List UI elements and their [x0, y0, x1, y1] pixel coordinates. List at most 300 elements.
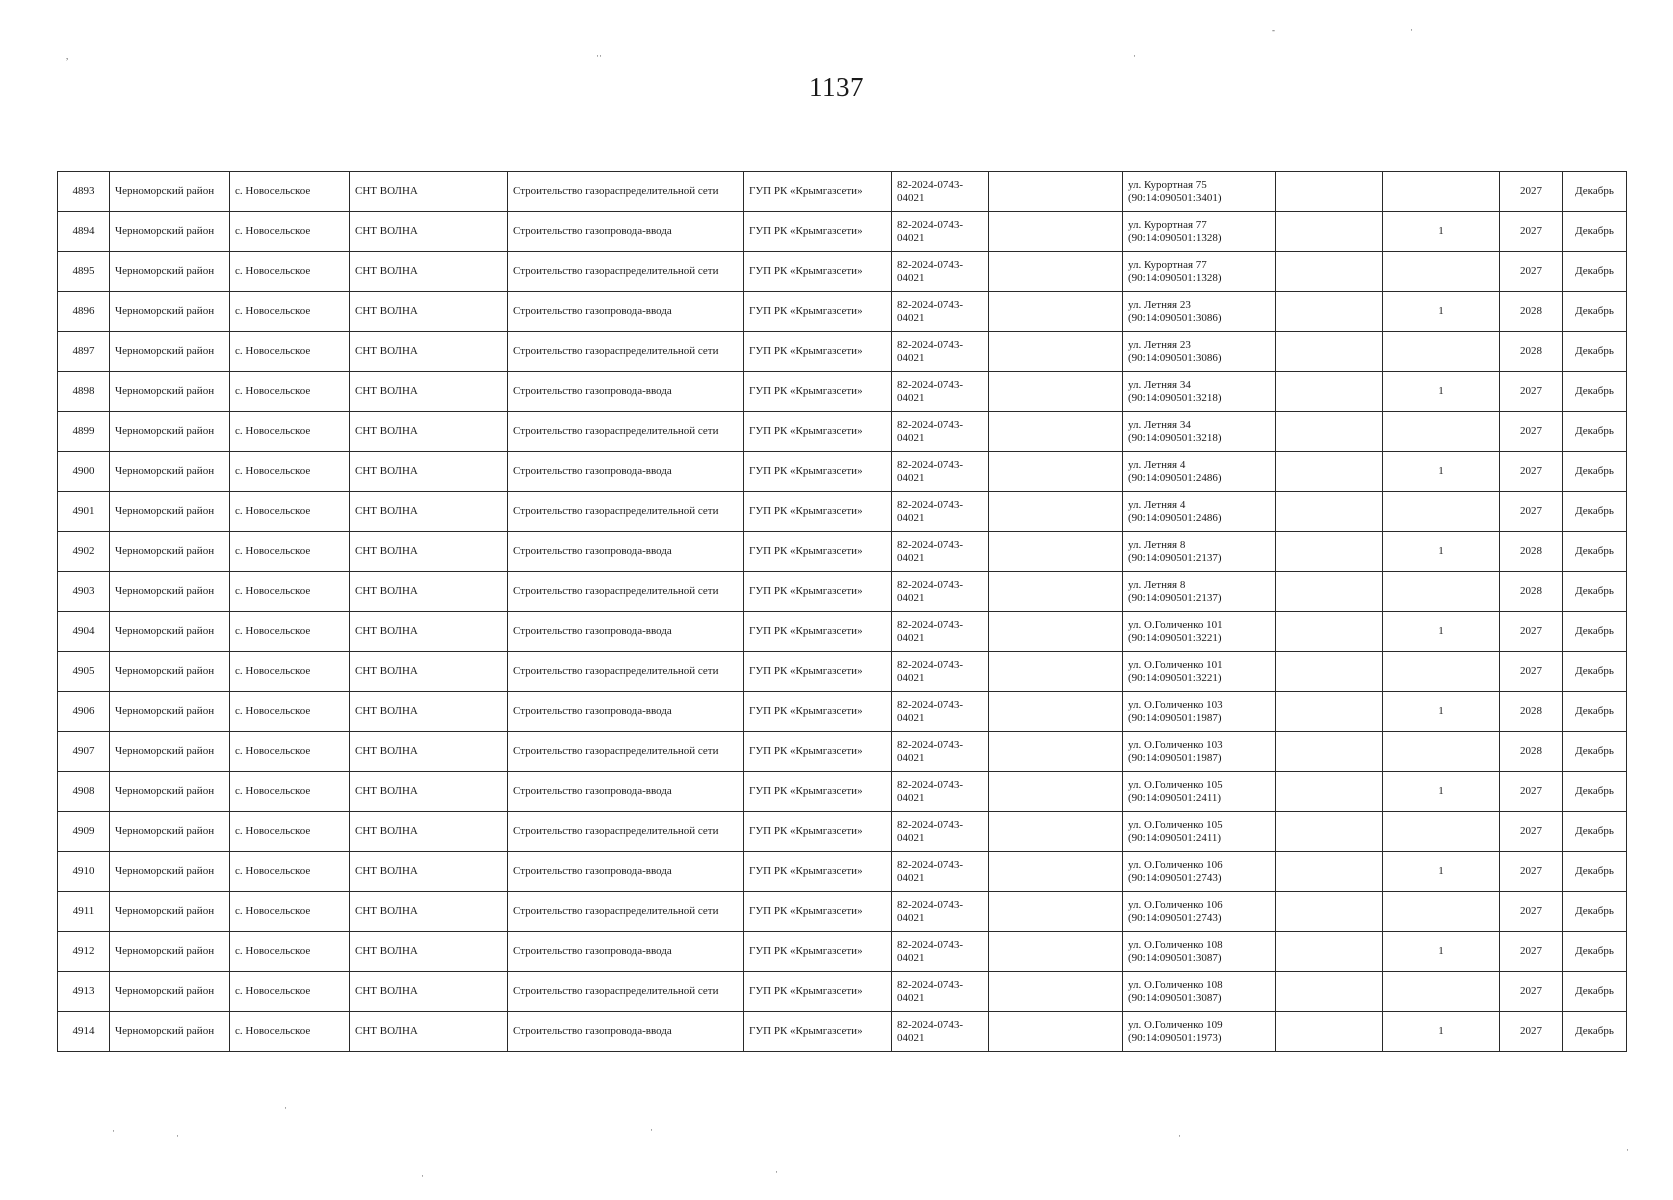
qty-cell: 1	[1383, 292, 1500, 332]
blank2-cell	[1276, 492, 1383, 532]
year-cell: 2027	[1500, 772, 1563, 812]
month-cell: Декабрь	[1563, 772, 1627, 812]
year-cell: 2027	[1500, 412, 1563, 452]
scan-speck: ·	[1178, 1131, 1181, 1141]
district-cell: Черноморский район	[110, 652, 230, 692]
registry-body	[58, 172, 1627, 1052]
scan-speck: ·	[176, 1131, 179, 1141]
month-cell: Декабрь	[1563, 532, 1627, 572]
qty-cell: 1	[1383, 772, 1500, 812]
work-cell: Строительство газопровода-ввода	[508, 372, 744, 412]
blank2-cell	[1276, 732, 1383, 772]
scan-speck: -	[1272, 25, 1275, 35]
row-number: 4896	[58, 292, 110, 332]
blank2-cell	[1276, 812, 1383, 852]
org-cell: ГУП РК «Крымгазсети»	[744, 412, 892, 452]
row-number: 4900	[58, 452, 110, 492]
snt-cell: СНТ ВОЛНА	[350, 172, 508, 212]
org-cell: ГУП РК «Крымгазсети»	[744, 1012, 892, 1052]
code-cell: 82-2024-0743-04021	[892, 452, 989, 492]
code-cell: 82-2024-0743-04021	[892, 492, 989, 532]
qty-cell	[1383, 412, 1500, 452]
qty-cell	[1383, 972, 1500, 1012]
address-cell: ул. О.Голиченко 108 (90:14:090501:3087)	[1123, 932, 1276, 972]
year-cell: 2027	[1500, 1012, 1563, 1052]
row-number: 4912	[58, 932, 110, 972]
qty-cell: 1	[1383, 452, 1500, 492]
scan-speck: ·	[650, 1125, 653, 1135]
code-cell: 82-2024-0743-04021	[892, 972, 989, 1012]
blank-cell	[989, 652, 1123, 692]
month-cell: Декабрь	[1563, 652, 1627, 692]
month-cell: Декабрь	[1563, 292, 1627, 332]
row-number: 4903	[58, 572, 110, 612]
district-cell: Черноморский район	[110, 252, 230, 292]
table-row	[58, 812, 1627, 852]
code-cell: 82-2024-0743-04021	[892, 692, 989, 732]
year-cell: 2028	[1500, 572, 1563, 612]
blank2-cell	[1276, 252, 1383, 292]
qty-cell	[1383, 252, 1500, 292]
scan-speck: ·	[112, 1126, 115, 1136]
month-cell: Декабрь	[1563, 252, 1627, 292]
district-cell: Черноморский район	[110, 332, 230, 372]
blank-cell	[989, 812, 1123, 852]
month-cell: Декабрь	[1563, 372, 1627, 412]
month-cell: Декабрь	[1563, 732, 1627, 772]
address-cell: ул. О.Голиченко 108 (90:14:090501:3087)	[1123, 972, 1276, 1012]
table-row	[58, 732, 1627, 772]
work-cell: Строительство газораспределительной сети	[508, 172, 744, 212]
org-cell: ГУП РК «Крымгазсети»	[744, 492, 892, 532]
blank-cell	[989, 1012, 1123, 1052]
blank-cell	[989, 972, 1123, 1012]
table-row	[58, 692, 1627, 732]
snt-cell: СНТ ВОЛНА	[350, 812, 508, 852]
org-cell: ГУП РК «Крымгазсети»	[744, 972, 892, 1012]
code-cell: 82-2024-0743-04021	[892, 612, 989, 652]
row-number: 4899	[58, 412, 110, 452]
qty-cell	[1383, 812, 1500, 852]
table-row	[58, 572, 1627, 612]
row-number: 4898	[58, 372, 110, 412]
year-cell: 2028	[1500, 292, 1563, 332]
qty-cell: 1	[1383, 372, 1500, 412]
work-cell: Строительство газораспределительной сети	[508, 812, 744, 852]
org-cell: ГУП РК «Крымгазсети»	[744, 892, 892, 932]
qty-cell: 1	[1383, 532, 1500, 572]
district-cell: Черноморский район	[110, 852, 230, 892]
row-number: 4913	[58, 972, 110, 1012]
qty-cell: 1	[1383, 852, 1500, 892]
table-row	[58, 172, 1627, 212]
snt-cell: СНТ ВОЛНА	[350, 332, 508, 372]
blank2-cell	[1276, 1012, 1383, 1052]
district-cell: Черноморский район	[110, 972, 230, 1012]
year-cell: 2028	[1500, 532, 1563, 572]
blank-cell	[989, 572, 1123, 612]
qty-cell: 1	[1383, 692, 1500, 732]
table-row	[58, 532, 1627, 572]
address-cell: ул. О.Голиченко 106 (90:14:090501:2743)	[1123, 892, 1276, 932]
blank2-cell	[1276, 572, 1383, 612]
month-cell: Декабрь	[1563, 212, 1627, 252]
qty-cell: 1	[1383, 212, 1500, 252]
work-cell: Строительство газопровода-ввода	[508, 212, 744, 252]
locality-cell: с. Новосельское	[230, 252, 350, 292]
work-cell: Строительство газораспределительной сети	[508, 972, 744, 1012]
month-cell: Декабрь	[1563, 972, 1627, 1012]
row-number: 4906	[58, 692, 110, 732]
month-cell: Декабрь	[1563, 412, 1627, 452]
scan-speck: ·	[284, 1103, 287, 1113]
address-cell: ул. Курортная 77 (90:14:090501:1328)	[1123, 252, 1276, 292]
work-cell: Строительство газопровода-ввода	[508, 852, 744, 892]
row-number: 4909	[58, 812, 110, 852]
code-cell: 82-2024-0743-04021	[892, 772, 989, 812]
month-cell: Декабрь	[1563, 612, 1627, 652]
row-number: 4905	[58, 652, 110, 692]
org-cell: ГУП РК «Крымгазсети»	[744, 772, 892, 812]
address-cell: ул. Летняя 23 (90:14:090501:3086)	[1123, 332, 1276, 372]
scan-speck: ·	[775, 1167, 778, 1177]
year-cell: 2027	[1500, 932, 1563, 972]
address-cell: ул. Летняя 4 (90:14:090501:2486)	[1123, 492, 1276, 532]
org-cell: ГУП РК «Крымгазсети»	[744, 172, 892, 212]
org-cell: ГУП РК «Крымгазсети»	[744, 652, 892, 692]
address-cell: ул. О.Голиченко 101 (90:14:090501:3221)	[1123, 652, 1276, 692]
table-row	[58, 412, 1627, 452]
blank2-cell	[1276, 532, 1383, 572]
qty-cell	[1383, 732, 1500, 772]
district-cell: Черноморский район	[110, 412, 230, 452]
scan-speck: ··	[596, 51, 602, 61]
qty-cell: 1	[1383, 932, 1500, 972]
year-cell: 2027	[1500, 892, 1563, 932]
row-number: 4904	[58, 612, 110, 652]
blank2-cell	[1276, 172, 1383, 212]
code-cell: 82-2024-0743-04021	[892, 732, 989, 772]
locality-cell: с. Новосельское	[230, 692, 350, 732]
page-number: 1137	[809, 72, 864, 102]
address-cell: ул. О.Голиченко 101 (90:14:090501:3221)	[1123, 612, 1276, 652]
year-cell: 2028	[1500, 732, 1563, 772]
work-cell: Строительство газопровода-ввода	[508, 692, 744, 732]
month-cell: Декабрь	[1563, 892, 1627, 932]
month-cell: Декабрь	[1563, 452, 1627, 492]
work-cell: Строительство газопровода-ввода	[508, 772, 744, 812]
locality-cell: с. Новосельское	[230, 852, 350, 892]
scan-speck: ,	[66, 51, 69, 61]
org-cell: ГУП РК «Крымгазсети»	[744, 452, 892, 492]
blank-cell	[989, 772, 1123, 812]
district-cell: Черноморский район	[110, 172, 230, 212]
district-cell: Черноморский район	[110, 612, 230, 652]
snt-cell: СНТ ВОЛНА	[350, 572, 508, 612]
blank-cell	[989, 692, 1123, 732]
blank-cell	[989, 732, 1123, 772]
code-cell: 82-2024-0743-04021	[892, 572, 989, 612]
work-cell: Строительство газораспределительной сети	[508, 652, 744, 692]
blank-cell	[989, 292, 1123, 332]
table-row	[58, 932, 1627, 972]
blank2-cell	[1276, 292, 1383, 332]
work-cell: Строительство газораспределительной сети	[508, 572, 744, 612]
locality-cell: с. Новосельское	[230, 172, 350, 212]
org-cell: ГУП РК «Крымгазсети»	[744, 292, 892, 332]
snt-cell: СНТ ВОЛНА	[350, 732, 508, 772]
blank-cell	[989, 932, 1123, 972]
year-cell: 2028	[1500, 692, 1563, 732]
org-cell: ГУП РК «Крымгазсети»	[744, 372, 892, 412]
scan-speck: ·	[1410, 25, 1413, 35]
table-row	[58, 252, 1627, 292]
blank2-cell	[1276, 612, 1383, 652]
address-cell: ул. О.Голиченко 106 (90:14:090501:2743)	[1123, 852, 1276, 892]
address-cell: ул. Летняя 8 (90:14:090501:2137)	[1123, 532, 1276, 572]
org-cell: ГУП РК «Крымгазсети»	[744, 532, 892, 572]
org-cell: ГУП РК «Крымгазсети»	[744, 852, 892, 892]
blank2-cell	[1276, 972, 1383, 1012]
year-cell: 2027	[1500, 452, 1563, 492]
snt-cell: СНТ ВОЛНА	[350, 452, 508, 492]
row-number: 4910	[58, 852, 110, 892]
code-cell: 82-2024-0743-04021	[892, 412, 989, 452]
year-cell: 2027	[1500, 172, 1563, 212]
table-row	[58, 332, 1627, 372]
row-number: 4907	[58, 732, 110, 772]
locality-cell: с. Новосельское	[230, 1012, 350, 1052]
locality-cell: с. Новосельское	[230, 932, 350, 972]
work-cell: Строительство газораспределительной сети	[508, 412, 744, 452]
locality-cell: с. Новосельское	[230, 212, 350, 252]
locality-cell: с. Новосельское	[230, 492, 350, 532]
district-cell: Черноморский район	[110, 732, 230, 772]
address-cell: ул. О.Голиченко 103 (90:14:090501:1987)	[1123, 732, 1276, 772]
org-cell: ГУП РК «Крымгазсети»	[744, 932, 892, 972]
month-cell: Декабрь	[1563, 1012, 1627, 1052]
blank2-cell	[1276, 692, 1383, 732]
code-cell: 82-2024-0743-04021	[892, 1012, 989, 1052]
table-row	[58, 772, 1627, 812]
work-cell: Строительство газораспределительной сети	[508, 892, 744, 932]
blank-cell	[989, 892, 1123, 932]
qty-cell: 1	[1383, 1012, 1500, 1052]
code-cell: 82-2024-0743-04021	[892, 212, 989, 252]
address-cell: ул. Летняя 34 (90:14:090501:3218)	[1123, 412, 1276, 452]
locality-cell: с. Новосельское	[230, 892, 350, 932]
district-cell: Черноморский район	[110, 1012, 230, 1052]
row-number: 4893	[58, 172, 110, 212]
snt-cell: СНТ ВОЛНА	[350, 652, 508, 692]
snt-cell: СНТ ВОЛНА	[350, 972, 508, 1012]
snt-cell: СНТ ВОЛНА	[350, 492, 508, 532]
year-cell: 2027	[1500, 812, 1563, 852]
month-cell: Декабрь	[1563, 692, 1627, 732]
blank-cell	[989, 172, 1123, 212]
blank-cell	[989, 612, 1123, 652]
qty-cell	[1383, 652, 1500, 692]
district-cell: Черноморский район	[110, 212, 230, 252]
scan-speck: ·	[1626, 1145, 1629, 1155]
table-row	[58, 492, 1627, 532]
work-cell: Строительство газопровода-ввода	[508, 452, 744, 492]
org-cell: ГУП РК «Крымгазсети»	[744, 332, 892, 372]
address-cell: ул. Летняя 8 (90:14:090501:2137)	[1123, 572, 1276, 612]
district-cell: Черноморский район	[110, 812, 230, 852]
district-cell: Черноморский район	[110, 452, 230, 492]
code-cell: 82-2024-0743-04021	[892, 292, 989, 332]
scan-speck: ·	[421, 1171, 424, 1181]
district-cell: Черноморский район	[110, 932, 230, 972]
table-row	[58, 612, 1627, 652]
address-cell: ул. О.Голиченко 105 (90:14:090501:2411)	[1123, 812, 1276, 852]
year-cell: 2027	[1500, 372, 1563, 412]
row-number: 4895	[58, 252, 110, 292]
snt-cell: СНТ ВОЛНА	[350, 1012, 508, 1052]
table-row	[58, 852, 1627, 892]
work-cell: Строительство газораспределительной сети	[508, 492, 744, 532]
locality-cell: с. Новосельское	[230, 612, 350, 652]
snt-cell: СНТ ВОЛНА	[350, 252, 508, 292]
blank-cell	[989, 452, 1123, 492]
row-number: 4914	[58, 1012, 110, 1052]
qty-cell	[1383, 492, 1500, 532]
snt-cell: СНТ ВОЛНА	[350, 892, 508, 932]
org-cell: ГУП РК «Крымгазсети»	[744, 812, 892, 852]
code-cell: 82-2024-0743-04021	[892, 652, 989, 692]
address-cell: ул. О.Голиченко 103 (90:14:090501:1987)	[1123, 692, 1276, 732]
blank2-cell	[1276, 212, 1383, 252]
district-cell: Черноморский район	[110, 292, 230, 332]
snt-cell: СНТ ВОЛНА	[350, 612, 508, 652]
row-number: 4897	[58, 332, 110, 372]
locality-cell: с. Новосельское	[230, 572, 350, 612]
code-cell: 82-2024-0743-04021	[892, 172, 989, 212]
code-cell: 82-2024-0743-04021	[892, 372, 989, 412]
month-cell: Декабрь	[1563, 572, 1627, 612]
code-cell: 82-2024-0743-04021	[892, 892, 989, 932]
code-cell: 82-2024-0743-04021	[892, 812, 989, 852]
code-cell: 82-2024-0743-04021	[892, 852, 989, 892]
org-cell: ГУП РК «Крымгазсети»	[744, 732, 892, 772]
blank2-cell	[1276, 652, 1383, 692]
locality-cell: с. Новосельское	[230, 452, 350, 492]
month-cell: Декабрь	[1563, 332, 1627, 372]
work-cell: Строительство газопровода-ввода	[508, 612, 744, 652]
blank2-cell	[1276, 372, 1383, 412]
district-cell: Черноморский район	[110, 692, 230, 732]
year-cell: 2027	[1500, 852, 1563, 892]
month-cell: Декабрь	[1563, 812, 1627, 852]
org-cell: ГУП РК «Крымгазсети»	[744, 692, 892, 732]
blank-cell	[989, 252, 1123, 292]
qty-cell	[1383, 892, 1500, 932]
district-cell: Черноморский район	[110, 572, 230, 612]
code-cell: 82-2024-0743-04021	[892, 332, 989, 372]
snt-cell: СНТ ВОЛНА	[350, 932, 508, 972]
code-cell: 82-2024-0743-04021	[892, 532, 989, 572]
row-number: 4911	[58, 892, 110, 932]
work-cell: Строительство газопровода-ввода	[508, 532, 744, 572]
locality-cell: с. Новосельское	[230, 772, 350, 812]
address-cell: ул. Летняя 23 (90:14:090501:3086)	[1123, 292, 1276, 332]
locality-cell: с. Новосельское	[230, 412, 350, 452]
address-cell: ул. Летняя 34 (90:14:090501:3218)	[1123, 372, 1276, 412]
work-cell: Строительство газораспределительной сети	[508, 732, 744, 772]
year-cell: 2027	[1500, 492, 1563, 532]
org-cell: ГУП РК «Крымгазсети»	[744, 572, 892, 612]
blank-cell	[989, 492, 1123, 532]
row-number: 4908	[58, 772, 110, 812]
table-row	[58, 1012, 1627, 1052]
locality-cell: с. Новосельское	[230, 652, 350, 692]
work-cell: Строительство газораспределительной сети	[508, 252, 744, 292]
table-row	[58, 652, 1627, 692]
address-cell: ул. О.Голиченко 105 (90:14:090501:2411)	[1123, 772, 1276, 812]
blank-cell	[989, 372, 1123, 412]
row-number: 4901	[58, 492, 110, 532]
work-cell: Строительство газопровода-ввода	[508, 1012, 744, 1052]
code-cell: 82-2024-0743-04021	[892, 932, 989, 972]
locality-cell: с. Новосельское	[230, 372, 350, 412]
row-number: 4894	[58, 212, 110, 252]
year-cell: 2027	[1500, 212, 1563, 252]
year-cell: 2027	[1500, 652, 1563, 692]
month-cell: Декабрь	[1563, 172, 1627, 212]
scan-speck: ·	[1133, 51, 1136, 61]
district-cell: Черноморский район	[110, 892, 230, 932]
locality-cell: с. Новосельское	[230, 292, 350, 332]
qty-cell	[1383, 572, 1500, 612]
org-cell: ГУП РК «Крымгазсети»	[744, 252, 892, 292]
snt-cell: СНТ ВОЛНА	[350, 852, 508, 892]
address-cell: ул. Курортная 77 (90:14:090501:1328)	[1123, 212, 1276, 252]
year-cell: 2027	[1500, 972, 1563, 1012]
snt-cell: СНТ ВОЛНА	[350, 692, 508, 732]
year-cell: 2027	[1500, 612, 1563, 652]
locality-cell: с. Новосельское	[230, 532, 350, 572]
blank2-cell	[1276, 852, 1383, 892]
registry-table	[57, 171, 1627, 1052]
district-cell: Черноморский район	[110, 772, 230, 812]
qty-cell: 1	[1383, 612, 1500, 652]
blank-cell	[989, 412, 1123, 452]
snt-cell: СНТ ВОЛНА	[350, 772, 508, 812]
row-number: 4902	[58, 532, 110, 572]
blank-cell	[989, 212, 1123, 252]
month-cell: Декабрь	[1563, 932, 1627, 972]
snt-cell: СНТ ВОЛНА	[350, 532, 508, 572]
district-cell: Черноморский район	[110, 372, 230, 412]
org-cell: ГУП РК «Крымгазсети»	[744, 212, 892, 252]
locality-cell: с. Новосельское	[230, 332, 350, 372]
locality-cell: с. Новосельское	[230, 972, 350, 1012]
locality-cell: с. Новосельское	[230, 812, 350, 852]
month-cell: Декабрь	[1563, 492, 1627, 532]
blank2-cell	[1276, 892, 1383, 932]
blank-cell	[989, 532, 1123, 572]
year-cell: 2028	[1500, 332, 1563, 372]
table-row	[58, 212, 1627, 252]
table-row	[58, 892, 1627, 932]
work-cell: Строительство газораспределительной сети	[508, 332, 744, 372]
blank2-cell	[1276, 412, 1383, 452]
year-cell: 2027	[1500, 252, 1563, 292]
month-cell: Декабрь	[1563, 852, 1627, 892]
blank2-cell	[1276, 932, 1383, 972]
blank2-cell	[1276, 452, 1383, 492]
